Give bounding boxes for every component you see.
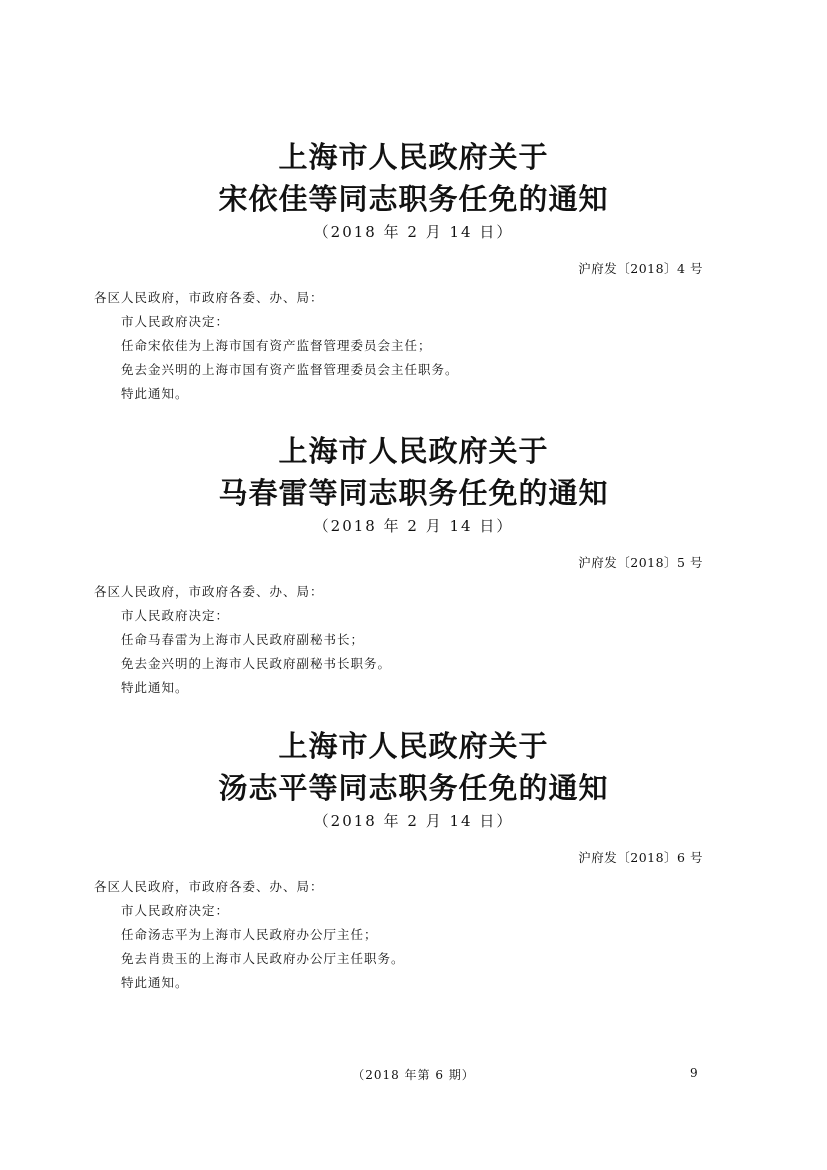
salutation: 各区人民政府，市政府各委、办、局： — [94, 584, 324, 599]
notice-date: （2018 年 2 月 14 日） — [313, 223, 514, 241]
paragraph: 市人民政府决定： — [121, 314, 230, 329]
paragraph: 免去肖贵玉的上海市人民政府办公厅主任职务。 — [121, 951, 405, 966]
notice-title-line1: 上海市人民政府关于 — [278, 434, 549, 468]
document-number: 沪府发〔2018〕4 号 — [578, 261, 703, 276]
paragraph: 特此通知。 — [121, 975, 189, 990]
page-number: 9 — [690, 1066, 698, 1080]
salutation: 各区人民政府，市政府各委、办、局： — [94, 290, 324, 305]
paragraph: 任命马春雷为上海市人民政府副秘书长； — [121, 632, 365, 647]
document-number: 沪府发〔2018〕5 号 — [578, 555, 703, 570]
notice-title-line2: 宋依佳等同志职务任免的通知 — [218, 182, 609, 216]
paragraph: 特此通知。 — [121, 680, 189, 695]
notice-date: （2018 年 2 月 14 日） — [313, 517, 514, 535]
notice-title-line1: 上海市人民政府关于 — [278, 729, 549, 763]
document-number: 沪府发〔2018〕6 号 — [578, 850, 703, 865]
notice-title-line2: 汤志平等同志职务任免的通知 — [218, 771, 609, 805]
footer-issue: （2018 年第 6 期） — [352, 1068, 475, 1082]
paragraph: 免去金兴明的上海市国有资产监督管理委员会主任职务。 — [121, 362, 459, 377]
paragraph: 市人民政府决定： — [121, 608, 230, 623]
notice-3 — [0, 725, 827, 990]
notice-title-line2: 马春雷等同志职务任免的通知 — [218, 476, 609, 510]
paragraph: 任命宋依佳为上海市国有资产监督管理委员会主任； — [121, 338, 432, 353]
paragraph: 市人民政府决定： — [121, 903, 230, 918]
notice-title-line1: 上海市人民政府关于 — [278, 140, 549, 174]
notice-date: （2018 年 2 月 14 日） — [313, 812, 514, 830]
salutation: 各区人民政府，市政府各委、办、局： — [94, 879, 324, 894]
notice-2 — [0, 430, 827, 695]
notice-1 — [0, 136, 827, 401]
paragraph: 特此通知。 — [121, 386, 189, 401]
paragraph: 免去金兴明的上海市人民政府副秘书长职务。 — [121, 656, 392, 671]
paragraph: 任命汤志平为上海市人民政府办公厅主任； — [121, 927, 378, 942]
